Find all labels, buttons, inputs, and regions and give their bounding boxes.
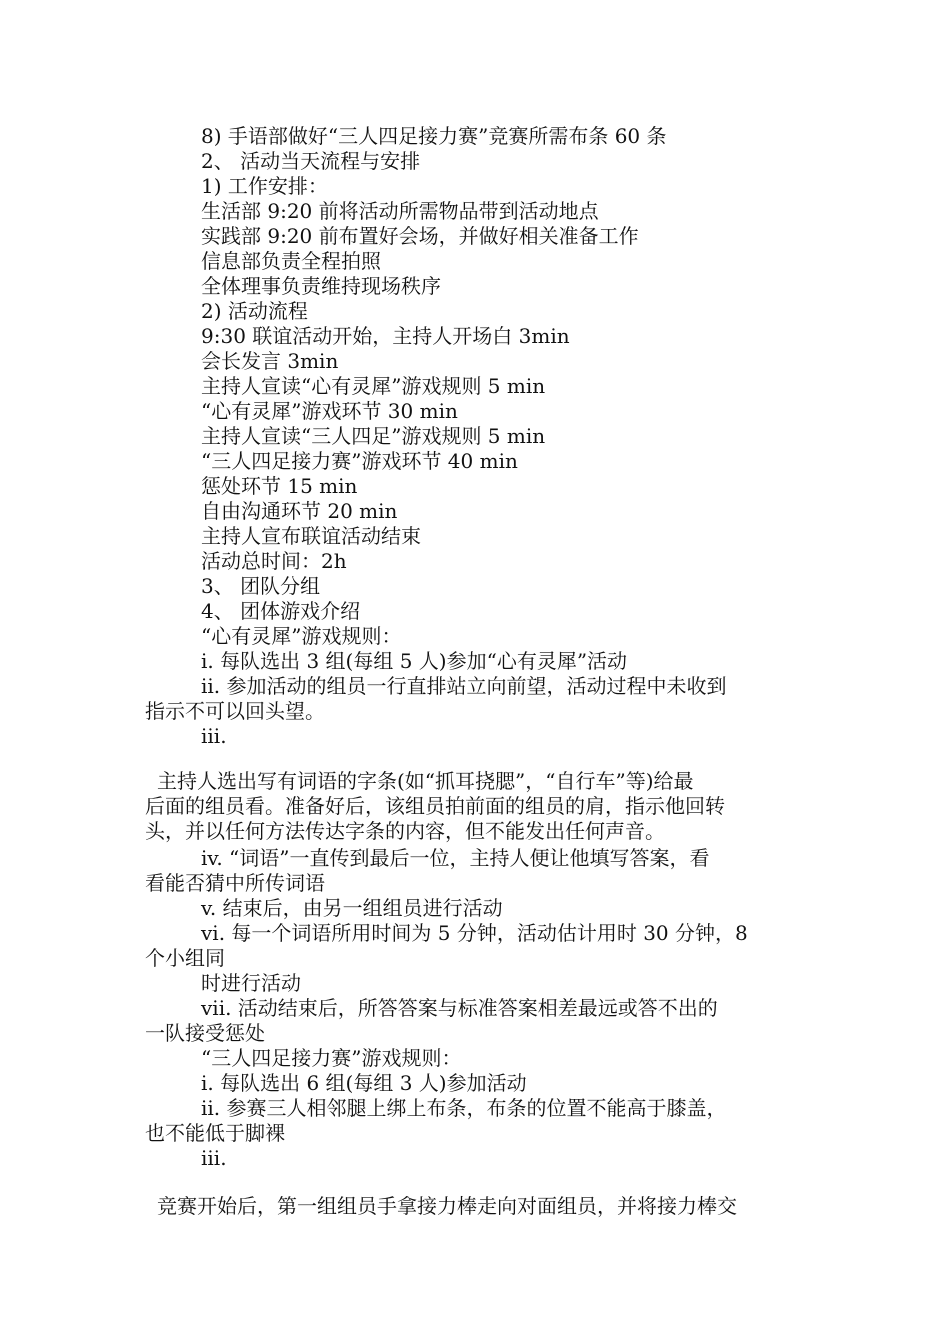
- text-line: 看能否猜中所传词语: [145, 871, 325, 895]
- text-line: 生活部 9:20 前将活动所需物品带到活动地点: [201, 199, 599, 223]
- text-line: 8) 手语部做好“三人四足接力赛”竞赛所需布条 60 条: [201, 124, 667, 148]
- text-line: 也不能低于脚裸: [145, 1121, 285, 1145]
- text-line: 全体理事负责维持现场秩序: [201, 274, 441, 298]
- text-line: 活动总时间：2h: [201, 549, 347, 573]
- text-line: iv. “词语”一直传到最后一位，主持人便让他填写答案，看: [201, 846, 710, 870]
- text-line: “三人四足接力赛”游戏环节 40 min: [201, 449, 518, 473]
- text-line: 2) 活动流程: [201, 299, 308, 323]
- text-line: i. 每队选出 6 组(每组 3 人)参加活动: [201, 1071, 527, 1095]
- text-line: “三人四足接力赛”游戏规则：: [201, 1046, 462, 1070]
- text-line: 主持人宣读“心有灵犀”游戏规则 5 min: [201, 374, 546, 398]
- text-line: 时进行活动: [201, 971, 301, 995]
- text-line: 会长发言 3min: [201, 349, 339, 373]
- text-line: 主持人选出写有词语的字条(如“抓耳挠腮”，“自行车”等)给最: [157, 769, 694, 793]
- text-line: “心有灵犀”游戏规则：: [201, 624, 402, 648]
- text-line: 1) 工作安排：: [201, 174, 328, 198]
- text-line: 指示不可以回头望。: [145, 699, 325, 723]
- text-line: 2、 活动当天流程与安排: [201, 149, 421, 173]
- text-line: 惩处环节 15 min: [201, 474, 358, 498]
- text-line: v. 结束后，由另一组组员进行活动: [201, 896, 503, 920]
- text-line: 一队接受惩处: [145, 1021, 265, 1045]
- text-line: “心有灵犀”游戏环节 30 min: [201, 399, 458, 423]
- text-line: 信息部负责全程拍照: [201, 249, 381, 273]
- text-line: 3、 团队分组: [201, 574, 321, 598]
- text-line: 竞赛开始后，第一组组员手拿接力棒走向对面组员，并将接力棒交: [157, 1194, 737, 1218]
- text-line: iii.: [201, 1146, 227, 1170]
- text-line: vi. 每一个词语所用时间为 5 分钟，活动估计用时 30 分钟，8: [201, 921, 748, 945]
- text-line: iii.: [201, 724, 227, 748]
- text-line: 实践部 9:20 前布置好会场，并做好相关准备工作: [201, 224, 639, 248]
- text-line: vii. 活动结束后，所答答案与标准答案相差最远或答不出的: [201, 996, 718, 1020]
- text-line: 主持人宣布联谊活动结束: [201, 524, 421, 548]
- text-line: 后面的组员看。准备好后，该组员拍前面的组员的肩，指示他回转: [145, 794, 725, 818]
- text-line: ii. 参加活动的组员一行直排站立向前望，活动过程中未收到: [201, 674, 727, 698]
- text-line: 个小组同: [145, 946, 225, 970]
- text-line: 4、 团体游戏介绍: [201, 599, 361, 623]
- text-line: i. 每队选出 3 组(每组 5 人)参加“心有灵犀”活动: [201, 649, 628, 673]
- text-line: 头，并以任何方法传达字条的内容，但不能发出任何声音。: [145, 819, 665, 843]
- text-line: 自由沟通环节 20 min: [201, 499, 398, 523]
- text-line: ii. 参赛三人相邻腿上绑上布条，布条的位置不能高于膝盖，: [201, 1096, 727, 1120]
- text-line: 9:30 联谊活动开始，主持人开场白 3min: [201, 324, 570, 348]
- text-line: 主持人宣读“三人四足”游戏规则 5 min: [201, 424, 546, 448]
